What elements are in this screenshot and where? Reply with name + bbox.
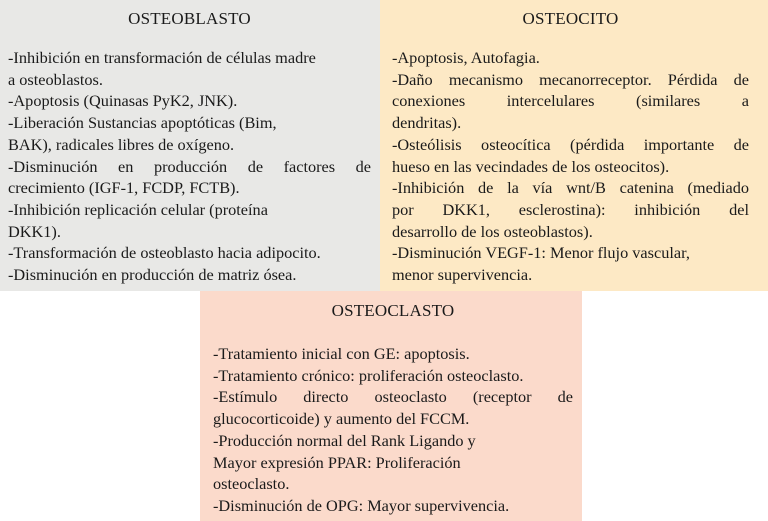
osteocito-title: OSTEOCITO [522, 9, 619, 28]
osteocito-effect-line: -Inhibición de la vía wnt/B catenina (mediado [392, 178, 749, 198]
osteoblasto-effect-line: -Transformación de osteoblasto hacia adipocito. [8, 243, 321, 263]
osteoclasto-effect-line: osteoclasto. [213, 474, 290, 494]
osteoclasto-effects-list [213, 343, 573, 517]
osteoclasto-effect-line: glucocorticoide) y aumento del FCCM. [213, 409, 470, 429]
osteoblasto-effect-line: BAK), radicales libres de oxígeno. [8, 134, 235, 154]
osteocito-effect-line: conexiones intercelulares (similares a [392, 91, 749, 111]
osteocito-effect-line: por DKK1, esclerostina): inhibición del [392, 199, 749, 219]
osteoblasto-effect-line: crecimiento (IGF-1, FCDP, FCTB). [8, 178, 240, 198]
osteoclasto-effect-line: -Producción normal del Rank Ligando y [213, 430, 476, 450]
osteocito-effect-line: dendritas). [392, 113, 462, 133]
osteoclasto-title: OSTEOCLASTO [331, 301, 455, 320]
osteoblasto-box [0, 0, 380, 291]
osteoclasto-effect-line: Mayor expresión PPAR: Proliferación [213, 452, 461, 472]
osteocito-effect-line: -Apoptosis, Autofagia. [392, 48, 540, 67]
osteocito-effect-line: -Osteólisis osteocítica (pérdida importante de [392, 134, 749, 154]
osteoblasto-effect-line: -Inhibición replicación celular (proteína [8, 199, 268, 219]
osteocito-effect-line: -Disminución VEGF-1: Menor flujo vascular, [392, 243, 690, 263]
osteoclasto-effect-line: -Disminución de OPG: Mayor supervivencia. [213, 495, 510, 515]
osteoblasto-effect-line: DKK1). [8, 221, 61, 241]
osteocito-box [380, 0, 768, 291]
osteocito-effect-line: hueso en las vecindades de los osteocitos). [392, 156, 670, 176]
osteoclasto-effect-line: -Estímulo directo osteoclasto (receptor de [213, 387, 573, 407]
osteoblasto-effect-line: -Inhibición en transformación de células madre [8, 48, 316, 67]
osteoblasto-effect-line: -Liberación Sustancias apoptóticas (Bim, [8, 113, 277, 133]
osteoblasto-effect-line: -Apoptosis (Quinasas PyK2, JNK). [8, 91, 238, 111]
osteocito-effect-line: desarrollo de los osteoblastos). [392, 221, 593, 241]
osteoclasto-effect-line: -Tratamiento crónico: proliferación osteoclasto. [213, 365, 524, 385]
osteoblasto-effects-list [8, 47, 371, 286]
osteoblasto-title: OSTEOBLASTO [128, 9, 251, 28]
osteocito-effect-line: menor supervivencia. [392, 265, 533, 285]
osteoblasto-effect-line: -Disminución en producción de factores de [8, 156, 371, 176]
osteoclasto-box [200, 291, 582, 521]
osteoblasto-effect-line: -Disminución en producción de matriz ósea. [8, 265, 297, 285]
osteoclasto-effect-line: -Tratamiento inicial con GE: apoptosis. [213, 344, 470, 363]
osteocito-effect-line: -Daño mecanismo mecanorreceptor. Pérdida de [392, 69, 749, 89]
osteocito-effects-list [392, 47, 749, 286]
osteoblasto-effect-line: a osteoblastos. [8, 69, 103, 89]
